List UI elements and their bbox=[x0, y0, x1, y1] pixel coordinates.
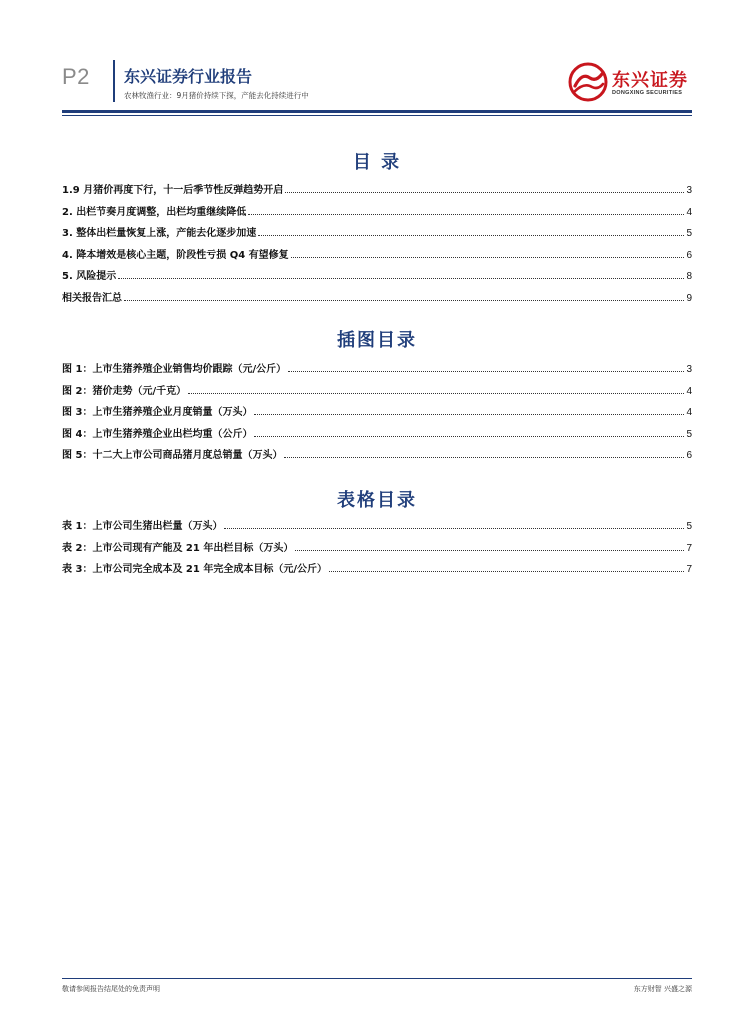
figure-entry-label: 图 1：上市生猪养殖企业销售均价跟踪（元/公斤） bbox=[62, 364, 287, 375]
toc-entry-label: 5. 风险提示 bbox=[62, 271, 117, 282]
report-subtitle: 农林牧渔行业：9月猪价持续下探，产能去化持续进行中 bbox=[124, 91, 309, 100]
figure-entry[interactable] bbox=[62, 446, 692, 468]
leader-dots bbox=[254, 428, 684, 437]
header-rule bbox=[62, 110, 692, 113]
toc-entry-page: 8 bbox=[686, 271, 692, 282]
figure-entry[interactable] bbox=[62, 403, 692, 425]
toc-entry-label: 相关报告汇总 bbox=[62, 292, 122, 304]
figures-list bbox=[62, 360, 692, 468]
footer-slogan: 东方财智 兴盛之源 bbox=[633, 985, 692, 993]
toc-entry-label: 3. 整体出栏量恢复上涨，产能去化逐步加速 bbox=[62, 228, 257, 239]
toc-entry-page: 5 bbox=[686, 228, 692, 239]
table-entry[interactable] bbox=[62, 560, 692, 582]
leader-dots bbox=[248, 206, 684, 215]
figure-entry-label: 图 4：上市生猪养殖企业出栏均重（公斤） bbox=[62, 428, 253, 440]
header-rule-thin bbox=[62, 115, 692, 116]
figure-entry-page: 3 bbox=[686, 364, 692, 375]
leader-dots bbox=[254, 406, 684, 415]
leader-dots bbox=[329, 563, 684, 572]
toc-entry-label: 4. 降本增效是核心主题，阶段性亏损 Q4 有望修复 bbox=[62, 249, 289, 261]
table-entry[interactable] bbox=[62, 539, 692, 561]
toc-entry-page: 9 bbox=[686, 292, 692, 304]
leader-dots bbox=[258, 227, 684, 236]
toc-entry-page: 3 bbox=[686, 185, 692, 196]
brand-name-en: DONGXING SECURITIES bbox=[612, 90, 683, 96]
leader-dots bbox=[291, 249, 685, 258]
figure-entry-label: 图 3：上市生猪养殖企业月度销量（万头） bbox=[62, 407, 253, 418]
leader-dots bbox=[284, 449, 684, 458]
contents-title: 目 录 bbox=[352, 152, 402, 173]
figure-entry-page: 4 bbox=[686, 407, 692, 418]
contents-list bbox=[62, 181, 692, 310]
leader-dots bbox=[288, 363, 684, 372]
figure-entry-page: 5 bbox=[686, 428, 692, 440]
figure-entry-page: 4 bbox=[686, 385, 692, 397]
table-entry-label: 表 2：上市公司现有产能及 21 年出栏目标（万头） bbox=[62, 542, 294, 554]
toc-entry[interactable] bbox=[62, 203, 692, 225]
leader-dots bbox=[285, 184, 684, 193]
toc-entry[interactable] bbox=[62, 246, 692, 268]
figure-entry-page: 6 bbox=[686, 450, 692, 461]
leader-dots bbox=[124, 292, 684, 301]
toc-entry-label: 2. 出栏节奏月度调整，出栏均重继续降低 bbox=[62, 206, 247, 218]
figure-entry[interactable] bbox=[62, 425, 692, 447]
company-emblem-icon bbox=[568, 62, 608, 102]
tables-title: 表格目录 bbox=[337, 490, 417, 511]
toc-entry-label: 1.9 月猪价再度下行，十一后季节性反弹趋势开启 bbox=[62, 185, 284, 196]
toc-entry-page: 4 bbox=[686, 206, 692, 218]
toc-entry[interactable] bbox=[62, 267, 692, 289]
table-entry-label: 表 1：上市公司生猪出栏量（万头） bbox=[62, 521, 223, 532]
figure-entry[interactable] bbox=[62, 382, 692, 404]
leader-dots bbox=[295, 542, 684, 551]
table-entry-page: 5 bbox=[686, 521, 692, 532]
page-number: P2 bbox=[62, 64, 90, 89]
toc-entry[interactable] bbox=[62, 181, 692, 203]
figure-entry[interactable] bbox=[62, 360, 692, 382]
footer-disclaimer: 敬请参阅报告结尾处的免责声明 bbox=[62, 985, 160, 993]
toc-entry[interactable] bbox=[62, 289, 692, 311]
leader-dots bbox=[118, 270, 684, 279]
brand-name-cn: 东兴证券 bbox=[612, 70, 688, 91]
report-title: 东兴证券行业报告 bbox=[124, 67, 253, 86]
table-entry-label: 表 3：上市公司完全成本及 21 年完全成本目标（元/公斤） bbox=[62, 564, 327, 575]
table-entry-page: 7 bbox=[686, 542, 692, 554]
header-divider bbox=[113, 60, 115, 102]
leader-dots bbox=[188, 385, 684, 394]
company-logo bbox=[568, 62, 718, 102]
toc-entry-page: 6 bbox=[686, 249, 692, 261]
toc-entry[interactable] bbox=[62, 224, 692, 246]
table-entry-page: 7 bbox=[686, 564, 692, 575]
figures-title: 插图目录 bbox=[337, 330, 417, 351]
footer-rule bbox=[62, 978, 692, 979]
figure-entry-label: 图 5：十二大上市公司商品猪月度总销量（万头） bbox=[62, 450, 283, 461]
leader-dots bbox=[224, 520, 684, 529]
tables-list bbox=[62, 517, 692, 582]
figure-entry-label: 图 2：猪价走势（元/千克） bbox=[62, 385, 187, 397]
table-entry[interactable] bbox=[62, 517, 692, 539]
